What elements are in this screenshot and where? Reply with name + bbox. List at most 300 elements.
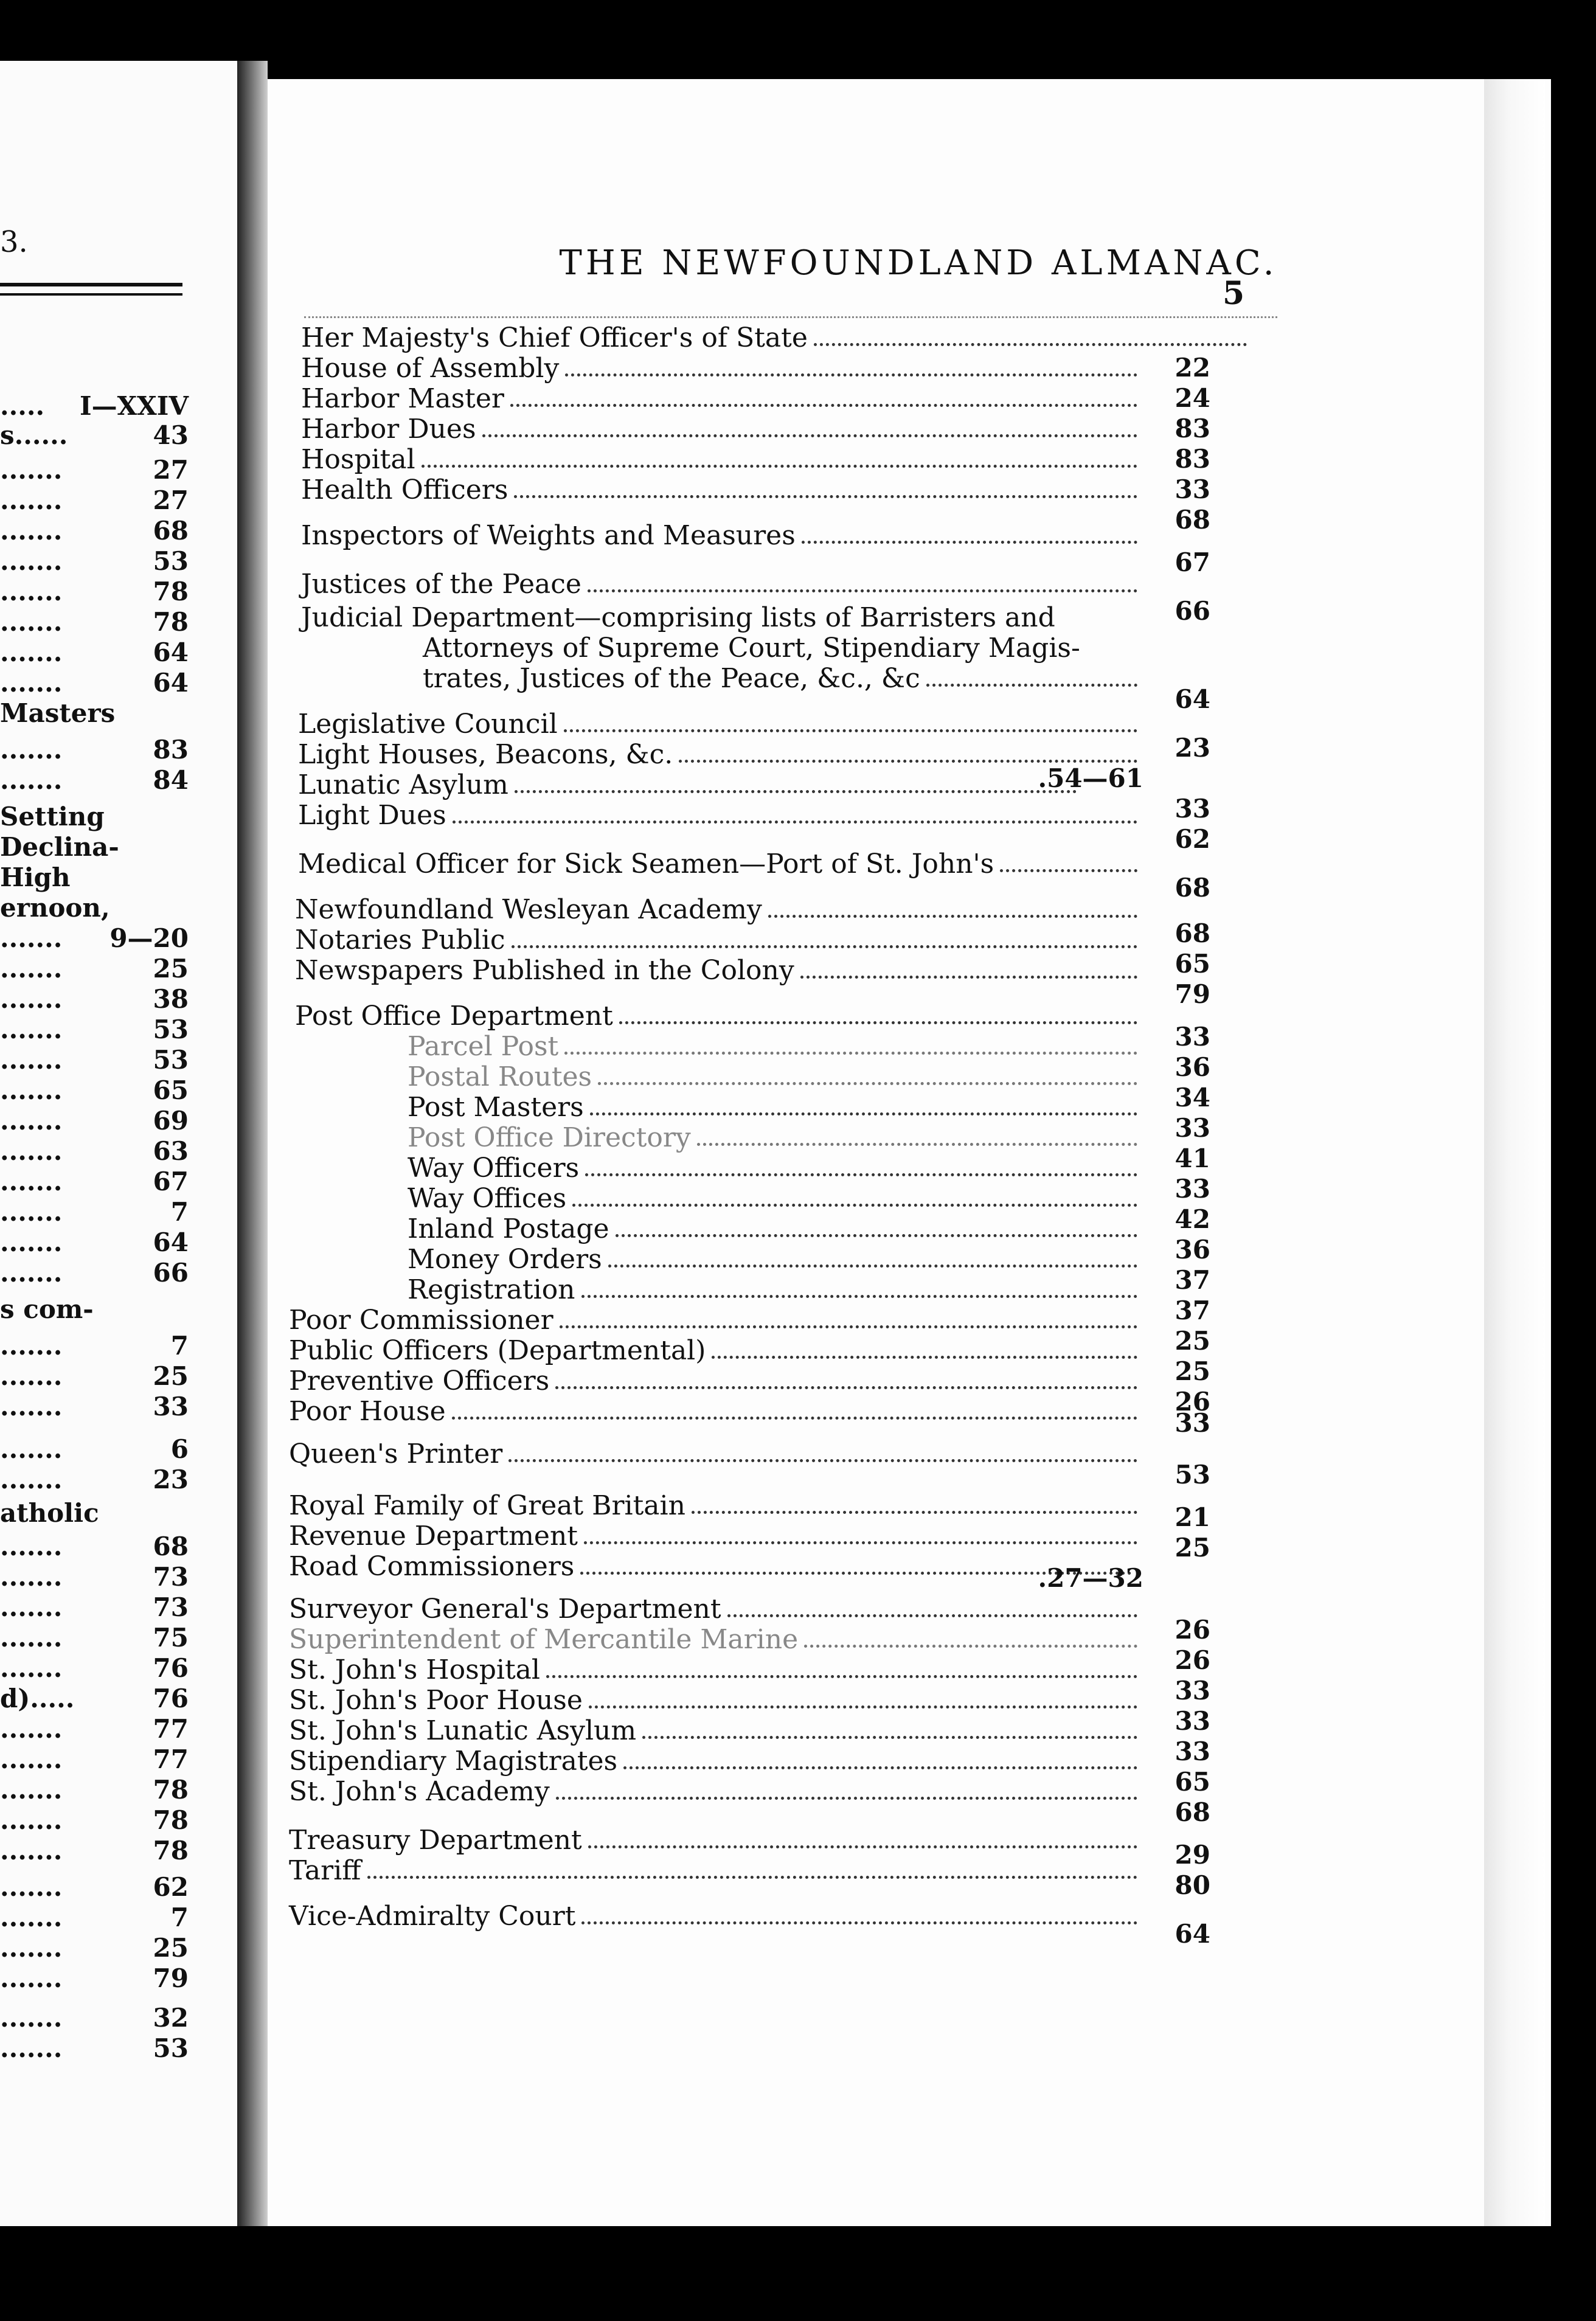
left-index-row (0, 1393, 189, 1421)
index-entry (301, 602, 1143, 634)
left-index-row (0, 1362, 189, 1390)
index-entry (289, 1396, 1143, 1428)
index-entry-text: Harbor Master (301, 383, 504, 414)
left-index-text: ....... (0, 516, 63, 546)
index-entry-text: Newspapers Published in the Colony (295, 955, 794, 986)
left-index-row (0, 1965, 189, 1993)
left-index-text: ....... (0, 923, 63, 953)
left-index-text: ....... (0, 637, 63, 667)
index-entry-text: Post Office Department (295, 1001, 613, 1032)
left-index-row (0, 639, 189, 667)
left-index-text: ....... (0, 1775, 63, 1805)
left-index-row (0, 736, 189, 764)
index-page-number: 64 (1174, 684, 1210, 714)
index-entry-text: Parcel Post (408, 1031, 559, 1062)
left-index-text: ....... (0, 2033, 63, 2063)
left-index-text: ....... (0, 1623, 63, 1653)
left-index-row (0, 1904, 189, 1932)
left-index-row (0, 422, 189, 449)
page-number: 5 (1223, 275, 1245, 312)
left-index-text: ....... (0, 546, 63, 576)
index-entry (408, 1122, 1143, 1154)
index-entry (289, 1521, 1143, 1552)
dot-leader (692, 1511, 1137, 1514)
index-entry-text: St. John's Academy (289, 1776, 550, 1807)
left-index-page: 66 (153, 1258, 189, 1288)
index-entries (268, 79, 1302, 2147)
dot-leader (564, 729, 1137, 732)
index-entry-text: Way Offices (408, 1183, 567, 1214)
index-page-number: 26 (1174, 1615, 1210, 1645)
dot-leader (560, 1325, 1137, 1328)
left-index-row (0, 487, 189, 515)
left-index-row (0, 1046, 189, 1074)
index-entry (289, 1901, 1143, 1932)
left-index-row (0, 766, 189, 794)
dot-leader (556, 1797, 1137, 1800)
index-entry (298, 769, 1083, 801)
left-index-page: I—XXIV (79, 391, 189, 421)
index-entry-text: Registration (408, 1274, 575, 1305)
left-index-row (0, 1259, 189, 1287)
dot-leader (589, 1705, 1137, 1709)
index-entry (295, 894, 1143, 926)
index-entry (289, 1365, 1143, 1397)
dot-leader (572, 1204, 1137, 1207)
index-entry (289, 1305, 1143, 1336)
index-entry (301, 569, 1143, 600)
left-index-text: ....... (0, 577, 63, 606)
index-entry-text: Public Officers (Departmental) (289, 1335, 706, 1366)
left-index-text: ....... (0, 1872, 63, 1902)
left-index-page: 84 (153, 765, 189, 795)
left-index-row (0, 608, 189, 636)
left-page (0, 61, 237, 2226)
left-index-page: 33 (153, 1392, 189, 1421)
index-entry (408, 1061, 1143, 1093)
left-index-page: 27 (153, 455, 189, 485)
left-index-page: 25 (153, 1933, 189, 1963)
left-index-row (0, 1077, 189, 1105)
index-page-number: 25 (1174, 1326, 1210, 1356)
dot-leader (598, 1082, 1137, 1085)
index-entry (408, 1153, 1143, 1184)
left-index-page: 53 (153, 2033, 189, 2063)
left-index-row (0, 669, 189, 697)
index-entry-text: Preventive Officers (289, 1365, 550, 1396)
dot-leader (616, 1234, 1137, 1237)
left-index-text: ....... (0, 1136, 63, 1166)
index-page-number: 33 (1174, 1174, 1210, 1204)
index-entry (289, 1335, 1143, 1367)
index-entry (295, 955, 1143, 987)
index-page-number: 41 (1174, 1143, 1210, 1173)
index-page-number: 42 (1174, 1204, 1210, 1234)
left-index-text: ....... (0, 1331, 63, 1361)
index-page-number: 66 (1174, 596, 1210, 626)
index-page-number: 68 (1174, 505, 1210, 535)
index-entry (289, 1825, 1143, 1856)
left-double-rule-bottom (0, 293, 182, 296)
left-index-text: s...... (0, 420, 68, 450)
index-entry-text: Harbor Dues (301, 414, 476, 445)
dot-leader (515, 790, 1077, 793)
left-index-row (0, 1107, 189, 1135)
left-index-text: ....... (0, 1392, 63, 1421)
index-entry (289, 1776, 1143, 1808)
left-index-text: Setting (0, 802, 105, 831)
index-page-number: 33 (1174, 474, 1210, 504)
dot-leader (564, 1052, 1137, 1055)
index-entry (295, 1001, 1143, 1032)
running-title: THE NEWFOUNDLAND ALMANAC. (559, 243, 1278, 283)
left-index-page: 7 (170, 1331, 189, 1361)
index-page-number: 36 (1174, 1235, 1210, 1265)
dot-leader (1000, 869, 1137, 872)
left-index-row (0, 925, 189, 952)
dot-leader (512, 945, 1137, 948)
left-index-row (0, 1746, 189, 1774)
index-entry (289, 1624, 1143, 1656)
index-page-number: 64 (1174, 1919, 1210, 1949)
dot-leader (565, 373, 1137, 376)
index-entry (301, 353, 1143, 384)
left-index-row (0, 1296, 189, 1324)
right-page (268, 79, 1551, 2226)
index-entry (301, 322, 1253, 354)
dot-leader (510, 404, 1137, 407)
left-index-row (0, 2004, 189, 2032)
dot-leader (804, 1645, 1137, 1648)
index-page-number: 37 (1174, 1296, 1210, 1325)
left-index-text: ....... (0, 1532, 63, 1561)
left-index-page: 25 (153, 954, 189, 984)
left-index-row (0, 1934, 189, 1962)
dot-leader (802, 541, 1137, 544)
left-index-text: ....... (0, 485, 63, 515)
left-index-text: ....... (0, 2003, 63, 2033)
left-index-text: Masters (0, 698, 116, 728)
left-index-page: 78 (153, 1775, 189, 1805)
left-index-page: 68 (153, 1532, 189, 1561)
index-page-number: 80 (1174, 1870, 1210, 1900)
index-entry (289, 1438, 1143, 1470)
index-page-number: 34 (1174, 1083, 1210, 1112)
dot-leader (623, 1766, 1137, 1769)
left-index-row (0, 1776, 189, 1804)
left-index-row (0, 1435, 189, 1463)
left-index-text: ....... (0, 984, 63, 1014)
left-index-text: ....... (0, 1106, 63, 1136)
left-index-row (0, 1837, 189, 1865)
dot-leader (588, 1845, 1137, 1848)
left-index-page: 53 (153, 546, 189, 576)
left-index-text: ....... (0, 668, 63, 698)
index-entry-text: Tariff (289, 1855, 361, 1886)
left-index-page: 77 (153, 1714, 189, 1744)
index-page-number: 25 (1174, 1533, 1210, 1563)
left-index-text: ....... (0, 1744, 63, 1774)
index-entry-text: Postal Routes (408, 1061, 592, 1092)
left-index-text: ....... (0, 735, 63, 765)
left-index-page: 38 (153, 984, 189, 1014)
left-index-text: ....... (0, 765, 63, 795)
left-index-row (0, 833, 189, 861)
left-index-text: ..... (0, 391, 45, 421)
index-entry (289, 1746, 1143, 1777)
left-index-text: ....... (0, 1258, 63, 1288)
index-page-number: 26 (1174, 1645, 1210, 1675)
index-page-number: .54—61 (1038, 763, 1143, 793)
index-entry-text: Money Orders (408, 1244, 602, 1275)
left-index-page: 73 (153, 1562, 189, 1592)
left-index-row (0, 1168, 189, 1196)
index-entry-text: Judicial Department—comprising lists of Barristers and (301, 602, 1055, 633)
index-page-number: 25 (1174, 1356, 1210, 1386)
left-double-rule-top (0, 283, 182, 286)
dot-leader (581, 1295, 1137, 1298)
dot-leader (926, 684, 1137, 687)
index-entry-text: Poor House (289, 1396, 446, 1427)
index-entry-text: St. John's Hospital (289, 1654, 540, 1685)
left-index-text: ....... (0, 1434, 63, 1464)
index-entry (289, 1490, 1143, 1522)
index-page-number: 68 (1174, 918, 1210, 948)
index-page-number: 36 (1174, 1052, 1210, 1082)
dot-leader (546, 1675, 1137, 1678)
left-index-page: 6 (170, 1434, 189, 1464)
index-entry-text: Hospital (301, 444, 415, 475)
left-index-row (0, 1499, 189, 1527)
index-entry (295, 925, 1143, 956)
left-index-text: ....... (0, 954, 63, 984)
index-entry-text: Stipendiary Magistrates (289, 1746, 618, 1777)
index-entry-text: Light Dues (298, 800, 446, 831)
left-index-page: 53 (153, 1015, 189, 1044)
index-page-number: 83 (1174, 414, 1210, 443)
left-index-row (0, 894, 189, 922)
left-index-row (0, 517, 189, 545)
left-index-text: ....... (0, 1592, 63, 1622)
left-index-page: 7 (170, 1197, 189, 1227)
index-page-number: 23 (1174, 733, 1210, 763)
dot-leader (422, 465, 1137, 468)
index-page-number: 22 (1174, 353, 1210, 383)
index-page-number: 33 (1174, 794, 1210, 824)
left-index-page: 73 (153, 1592, 189, 1622)
index-entry (289, 1855, 1143, 1887)
index-entry (301, 474, 1143, 506)
index-entry (289, 1594, 1143, 1625)
left-index-row (0, 1563, 189, 1591)
left-index-row (0, 2035, 189, 2063)
left-index-text: ....... (0, 1562, 63, 1592)
left-index-page: 27 (153, 485, 189, 515)
left-index-page: 68 (153, 516, 189, 546)
left-index-text: ....... (0, 1836, 63, 1865)
left-index-page: 53 (153, 1045, 189, 1075)
left-index-page: 78 (153, 577, 189, 606)
dot-leader (800, 976, 1137, 979)
left-index-text: ....... (0, 1465, 63, 1494)
index-entry-text: Superintendent of Mercantile Marine (289, 1624, 799, 1655)
left-index-row (0, 1624, 189, 1652)
index-entry-text: Justices of the Peace (301, 569, 581, 600)
left-index-page: 83 (153, 735, 189, 765)
left-index-row (0, 1533, 189, 1561)
left-index-row (0, 1806, 189, 1834)
left-index-page: 76 (153, 1653, 189, 1683)
index-page-number: 37 (1174, 1265, 1210, 1295)
dot-leader (585, 1173, 1137, 1176)
left-index-text: ....... (0, 607, 63, 637)
index-entry (301, 444, 1143, 476)
left-index-text: d)..... (0, 1684, 75, 1713)
left-index-text: ....... (0, 1361, 63, 1391)
index-entry-text: Revenue Department (289, 1521, 578, 1552)
left-index-page: 7 (170, 1903, 189, 1932)
index-entry-text: Health Officers (301, 474, 508, 505)
left-index-row (0, 1016, 189, 1044)
index-entry-text: Attorneys of Supreme Court, Stipendiary Magis- (423, 633, 1080, 664)
left-index-page: 32 (153, 2003, 189, 2033)
dot-leader (508, 1459, 1137, 1462)
left-index-page: 78 (153, 1836, 189, 1865)
index-page-number: 29 (1174, 1840, 1210, 1870)
dot-leader (588, 589, 1137, 592)
left-index-text: ....... (0, 1653, 63, 1683)
left-index-row (0, 392, 189, 420)
index-entry-text: Royal Family of Great Britain (289, 1490, 685, 1521)
index-page-number: 21 (1174, 1502, 1210, 1532)
index-page-number: 65 (1174, 949, 1210, 979)
index-page-number: 24 (1174, 383, 1210, 413)
index-entry-text: Inspectors of Weights and Measures (301, 520, 796, 551)
left-index-text: ....... (0, 1963, 63, 1993)
index-page-number: 33 (1174, 1676, 1210, 1705)
index-page-number: 33 (1174, 1706, 1210, 1736)
index-entry (408, 1213, 1143, 1245)
left-index-page: 64 (153, 668, 189, 698)
left-index-page: 23 (153, 1465, 189, 1494)
index-entry-text: Road Commissioners (289, 1551, 575, 1582)
index-page-number: 33 (1174, 1736, 1210, 1766)
index-entry-text: Notaries Public (295, 925, 505, 956)
index-entry-text: Medical Officer for Sick Seamen—Port of St. John's (298, 848, 994, 879)
dot-leader (514, 495, 1137, 498)
left-index-page: 69 (153, 1106, 189, 1136)
index-page-number: 33 (1174, 1408, 1210, 1438)
left-index-row (0, 1715, 189, 1743)
index-entry-text: St. John's Poor House (289, 1685, 583, 1716)
left-index-text: atholic (0, 1498, 99, 1528)
dot-leader (452, 1417, 1137, 1420)
index-entry-text: Post Masters (408, 1092, 584, 1123)
left-heading-fragment: 3. (0, 225, 28, 259)
left-index-row (0, 1594, 189, 1622)
index-entry-text: Light Houses, Beacons, &c. (298, 739, 673, 770)
page-edge (1484, 79, 1545, 2226)
index-entry-text: St. John's Lunatic Asylum (289, 1715, 637, 1746)
dot-leader (584, 1541, 1137, 1544)
left-index-row (0, 1685, 189, 1713)
index-entry (298, 800, 1143, 831)
left-index-page: 75 (153, 1623, 189, 1653)
left-index-page: 63 (153, 1136, 189, 1166)
index-entry-text: Treasury Department (289, 1825, 582, 1856)
index-entry-text: Way Officers (408, 1153, 580, 1184)
left-index-row (0, 803, 189, 831)
left-index-page: 67 (153, 1167, 189, 1196)
index-entry-text: Vice-Admiralty Court (289, 1901, 576, 1932)
left-index-page: 43 (153, 420, 189, 450)
left-index-page: 78 (153, 1805, 189, 1835)
index-page-number: .27—32 (1038, 1563, 1143, 1593)
index-page-number: 68 (1174, 1797, 1210, 1827)
left-index-page: 9—20 (109, 923, 189, 953)
index-entry (408, 1183, 1143, 1215)
dot-leader (679, 760, 1137, 763)
index-entry (408, 1244, 1143, 1275)
index-entry-text: House of Assembly (301, 353, 560, 384)
dot-leader (727, 1614, 1137, 1617)
left-index-page: 79 (153, 1963, 189, 1993)
dot-leader (642, 1736, 1137, 1739)
left-index-row (0, 1654, 189, 1682)
left-index-page: 78 (153, 607, 189, 637)
index-entry (301, 414, 1143, 445)
left-index-row (0, 456, 189, 484)
index-entry-text: Poor Commissioner (289, 1305, 553, 1336)
index-page-number: 62 (1174, 824, 1210, 854)
index-entry-text: Surveyor General's Department (289, 1594, 721, 1625)
left-index-page: 25 (153, 1361, 189, 1391)
index-entry-text: Post Office Directory (408, 1122, 691, 1153)
dot-leader (590, 1112, 1137, 1115)
left-index-text: ....... (0, 1805, 63, 1835)
dot-leader (482, 434, 1137, 437)
index-page-number: 65 (1174, 1767, 1210, 1797)
left-index-page: 76 (153, 1684, 189, 1713)
left-index-text: ....... (0, 1227, 63, 1257)
index-page-number: 33 (1174, 1022, 1210, 1052)
index-entry-text: Newfoundland Wesleyan Academy (295, 894, 762, 925)
index-entry-text: Legislative Council (298, 709, 558, 740)
left-index-row (0, 985, 189, 1013)
index-page-number: 83 (1174, 444, 1210, 474)
left-index-page: 64 (153, 637, 189, 667)
index-entry (423, 633, 1143, 664)
index-entry (289, 1654, 1143, 1686)
index-page-number: 26 (1174, 1387, 1210, 1417)
index-page-number: 53 (1174, 1460, 1210, 1490)
index-page-number: 67 (1174, 547, 1210, 577)
left-index-text: ....... (0, 1903, 63, 1932)
left-index-row (0, 955, 189, 983)
left-index-page: 65 (153, 1075, 189, 1105)
index-entry (408, 1092, 1143, 1123)
dot-leader (608, 1265, 1137, 1268)
left-index-text: ....... (0, 1075, 63, 1105)
left-index-row (0, 864, 189, 892)
index-entry (301, 383, 1143, 415)
left-index-page: 77 (153, 1744, 189, 1774)
left-index-text: ....... (0, 1197, 63, 1227)
index-entry (298, 848, 1143, 880)
left-index-text: ....... (0, 1015, 63, 1044)
index-entry-text: Inland Postage (408, 1213, 609, 1244)
index-entry-text: trates, Justices of the Peace, &c., &c (423, 663, 920, 694)
